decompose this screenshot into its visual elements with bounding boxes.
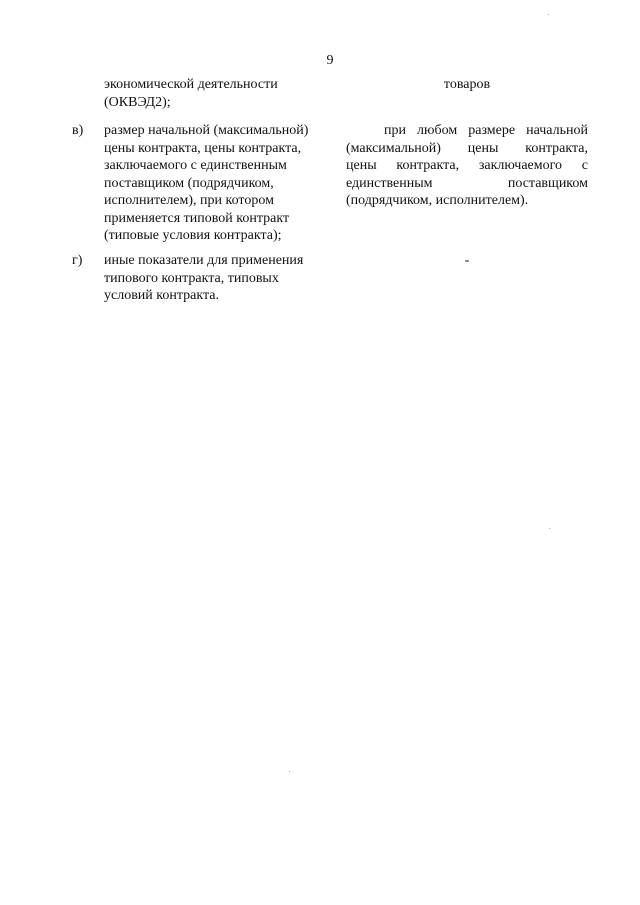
scan-speck [289, 771, 290, 772]
right-cell: товаров [443, 77, 491, 92]
right-cell [346, 122, 588, 210]
right-cell-line: (подрядчиком, исполнителем). [346, 193, 529, 208]
table-row [0, 122, 640, 242]
item-label: в) [72, 123, 84, 138]
right-cell-line: при любом размере начальной [384, 123, 588, 138]
item-label: г) [72, 253, 83, 268]
left-cell: размер начальной (максимальной) цены контракта, цены контракта, заключаемого с единственным поставщиком (подрядчиком, исполнителем), при котором применяется типовой контракт (типовые условия контракта); [104, 123, 309, 243]
scan-speck [548, 14, 549, 15]
page-number: 9 [326, 53, 334, 68]
table-row [0, 76, 640, 116]
table-row [0, 252, 640, 312]
right-cell-line: единственным поставщиком [346, 175, 588, 191]
right-cell-line: цены контракта, заключаемого с [346, 158, 588, 173]
right-cell: - [464, 253, 470, 268]
right-cell-line: (максимальной) цены контракта, [346, 140, 588, 156]
scan-speck [549, 528, 550, 529]
left-cell: иные показатели для применения типового контракта, типовых условий контракта. [104, 253, 304, 303]
left-cell: экономической деятельности (ОКВЭД2); [104, 77, 278, 110]
